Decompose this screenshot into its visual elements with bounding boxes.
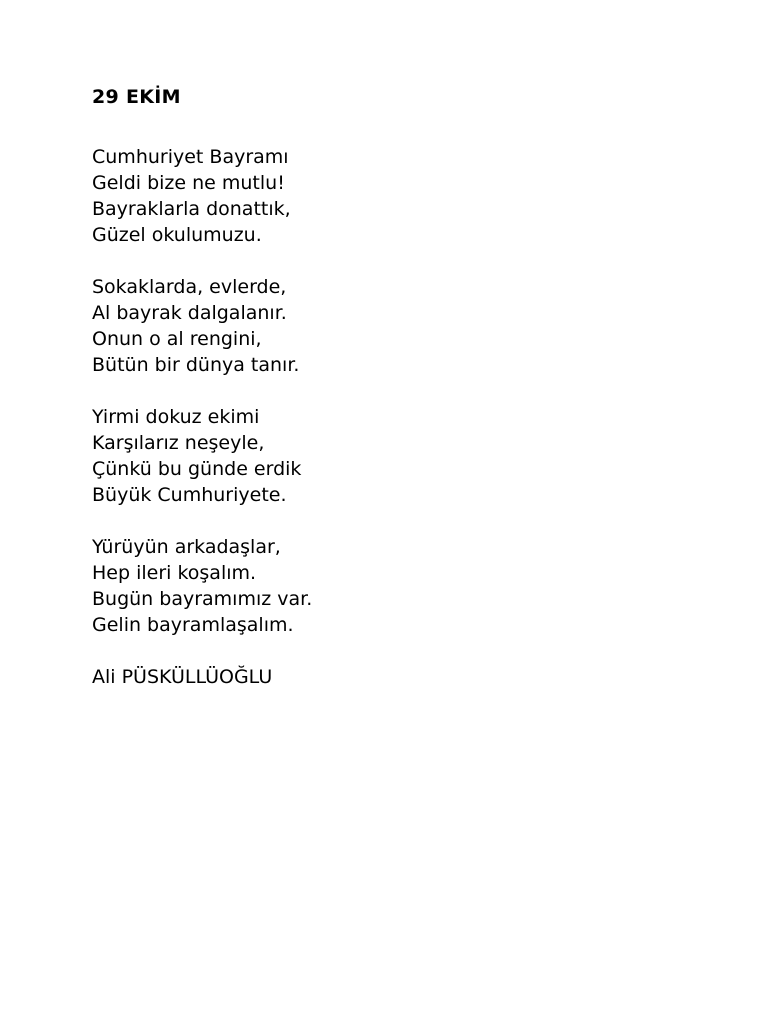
stanza-1 (92, 144, 692, 248)
poem-line: Güzel okulumuzu. (92, 224, 262, 246)
poem-line: Onun o al rengini, (92, 328, 262, 350)
poem-line: Çünkü bu günde erdik (92, 458, 302, 480)
poem-line: Al bayrak dalgalanır. (92, 302, 287, 324)
poem-line: Karşılarız neşeyle, (92, 432, 265, 454)
poem-line: Sokaklarda, evlerde, (92, 276, 287, 298)
poem-title: 29 EKİM (92, 86, 181, 108)
poem-line: Bütün bir dünya tanır. (92, 354, 300, 376)
poem-line: Bugün bayramımız var. (92, 588, 313, 610)
poem-line: Yirmi dokuz ekimi (92, 406, 260, 428)
poem-page (92, 84, 692, 690)
poem-line: Büyük Cumhuriyete. (92, 484, 287, 506)
stanza-3 (92, 404, 692, 508)
poem-line: Gelin bayramlaşalım. (92, 614, 294, 636)
poem-line: Yürüyün arkadaşlar, (92, 536, 281, 558)
stanza-2 (92, 274, 692, 378)
poem-line: Cumhuriyet Bayramı (92, 146, 289, 168)
poem-line: Hep ileri koşalım. (92, 562, 257, 584)
poem-author: Ali PÜSKÜLLÜOĞLU (92, 666, 273, 688)
stanza-4 (92, 534, 692, 638)
poem-line: Bayraklarla donattık, (92, 198, 291, 220)
poem-line: Geldi bize ne mutlu! (92, 172, 285, 194)
